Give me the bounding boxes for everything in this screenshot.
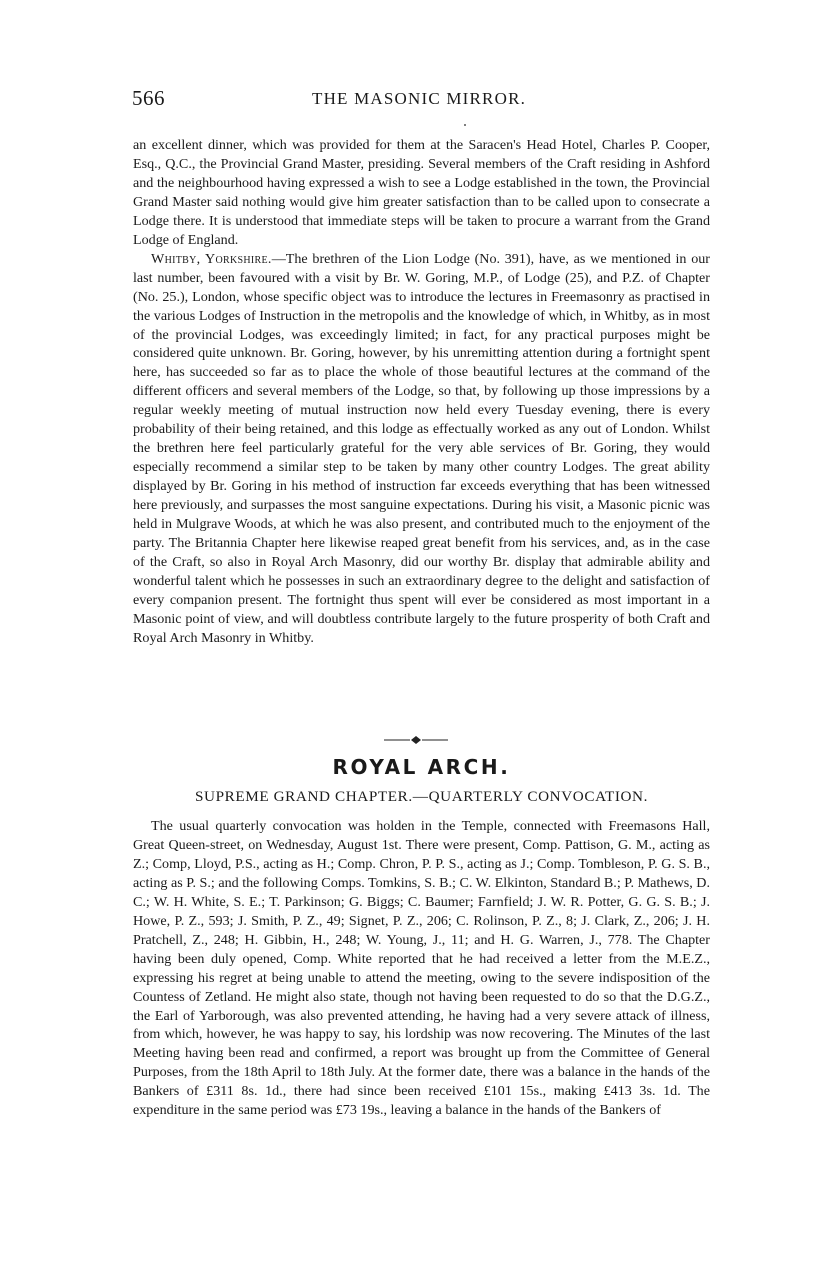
ink-speck xyxy=(464,124,466,126)
section-subtitle: SUPREME GRAND CHAPTER.—QUARTERLY CONVOCATION. xyxy=(194,788,649,805)
section-divider-ornament xyxy=(384,735,448,745)
ashford-paragraph: an excellent dinner, which was provided for them at the Saracen's Head Hotel, Charles P. Cooper, Esq., Q.C., the Provincial Grand Master, presiding. Several members of the Craft residing in Ashford and the neighbourhood having expressed a wish to see a Lodge established in the town, the Provincial Grand Master said nothing would give him greater satisfaction than to be called upon to consecrate a Lodge there. It is understood that immediate steps will be taken to procure a warrant from the Grand Lodge of England. xyxy=(133,137,710,248)
continued-article xyxy=(133,136,710,648)
page-number: 566 xyxy=(132,86,165,110)
section-title: ROYAL ARCH. xyxy=(332,755,511,779)
journal-title: THE MASONIC MIRROR. xyxy=(312,89,527,108)
royal-arch-article xyxy=(133,817,710,1120)
convocation-paragraph: The usual quarterly convocation was holden in the Temple, connected with Freemasons Hall, Great Queen-street, on Wednesday, August 1st. There were present, Comp. Pattison, G. M., acting as Z.; Comp, Lloyd, P.S., acting as H.; Comp. Chron, P. P. S., acting as J.; Comp. Tombleson, P. G. S. B., acting as P. S.; and the following Comps. Tomkins, S. B.; C. W. Elkinton, Standard B.; P. Mathews, D. C.; W. H. White, S. E.; T. Parkinson; G. Biggs; C. Baumer; Farnfield; J. W. R. Potter, G. G. S. B.; J. Howe, P. Z., 593; J. Smith, P. Z., 49; Signet, P. Z., 206; C. Rolinson, P. Z., 8; J. Clark, Z., 206; J. H. Pratchell, Z., 248; H. Gibbin, H., 248; W. Young, J., 11; and H. G. Warren, J., 778. The Chapter having been duly opened, Comp. White reported that he had received a letter from the M.E.Z., expressing his regret at being unable to attend the meeting, owing to the severe indisposition of the Countess of Zetland. He might also state, though not having been requested to do so that the D.G.Z., the Earl of Yarborough, was also prevented attending, he having had a very severe attack of illness, from which, however, he was happy to say, his lordship was now recovering. The Minutes of the last Meeting having been read and confirmed, a report was brought up from the Committee of General Purposes, from the 18th April to 18th July. At the former date, there was a balance in the hands of the Bankers of £311 8s. 1d., there had since been received £101 15s., making £413 3s. 1d. The expenditure in the same period was £73 19s., leaving a balance in the hands of the Bankers of xyxy=(133,818,711,1119)
running-head xyxy=(132,86,709,114)
whitby-heading: Whitby, Yorkshire. xyxy=(151,250,272,267)
whitby-paragraph xyxy=(133,250,710,648)
whitby-text: —The brethren of the Lion Lodge (No. 391), have, as we mentioned in our last number, been favoured with a visit by Br. W. Goring, M.P., of Lodge (25), and P.Z. of Chapter (No. 25.), London, whose specific object was to introduce the lectures in Freemasonry as practised in the various Lodges of Instruction in the metropolis and the knowledge of which, in Whitby, as in most of the provincial Lodges, was exceedingly limited; in fact, for any practical purposes might be considered quite unknown. Br. Goring, however, by his unremitting attention during a fortnight spent here, has succeeded so far as to place the whole of those beautiful lectures at the command of the different officers and several members of the Lodge, so that, by following up those impressions by a regular weekly meeting of mutual instruction now held every Tuesday evening, there is every probability of their being retained, and this lodge as effectually worked as any out of London. Whilst the brethren here feel particularly grateful for the very able services of Br. Goring, they would especially recommend a similar step to be taken by many other country Lodges. The great ability displayed by Br. Goring in his method of instruction far exceeds everything that has been witnessed here previously, and surpasses the most sanguine expectations. During his visit, a Masonic picnic was held in Mulgrave Woods, at which he was also present, and contributed much to the enjoyment of the party. The Britannia Chapter here likewise reaped great benefit from his services, and, as in the case of the Craft, so also in Royal Arch Masonry, did our worthy Br. display that admirable ability and wonderful talent which he possesses in such an extraordinary degree to the delight and satisfaction of every companion present. The fortnight thus spent will ever be considered as most important in a Masonic point of view, and will doubtless contribute largely to the future prosperity of both Craft and Royal Arch Masonry in Whitby. xyxy=(133,250,710,646)
